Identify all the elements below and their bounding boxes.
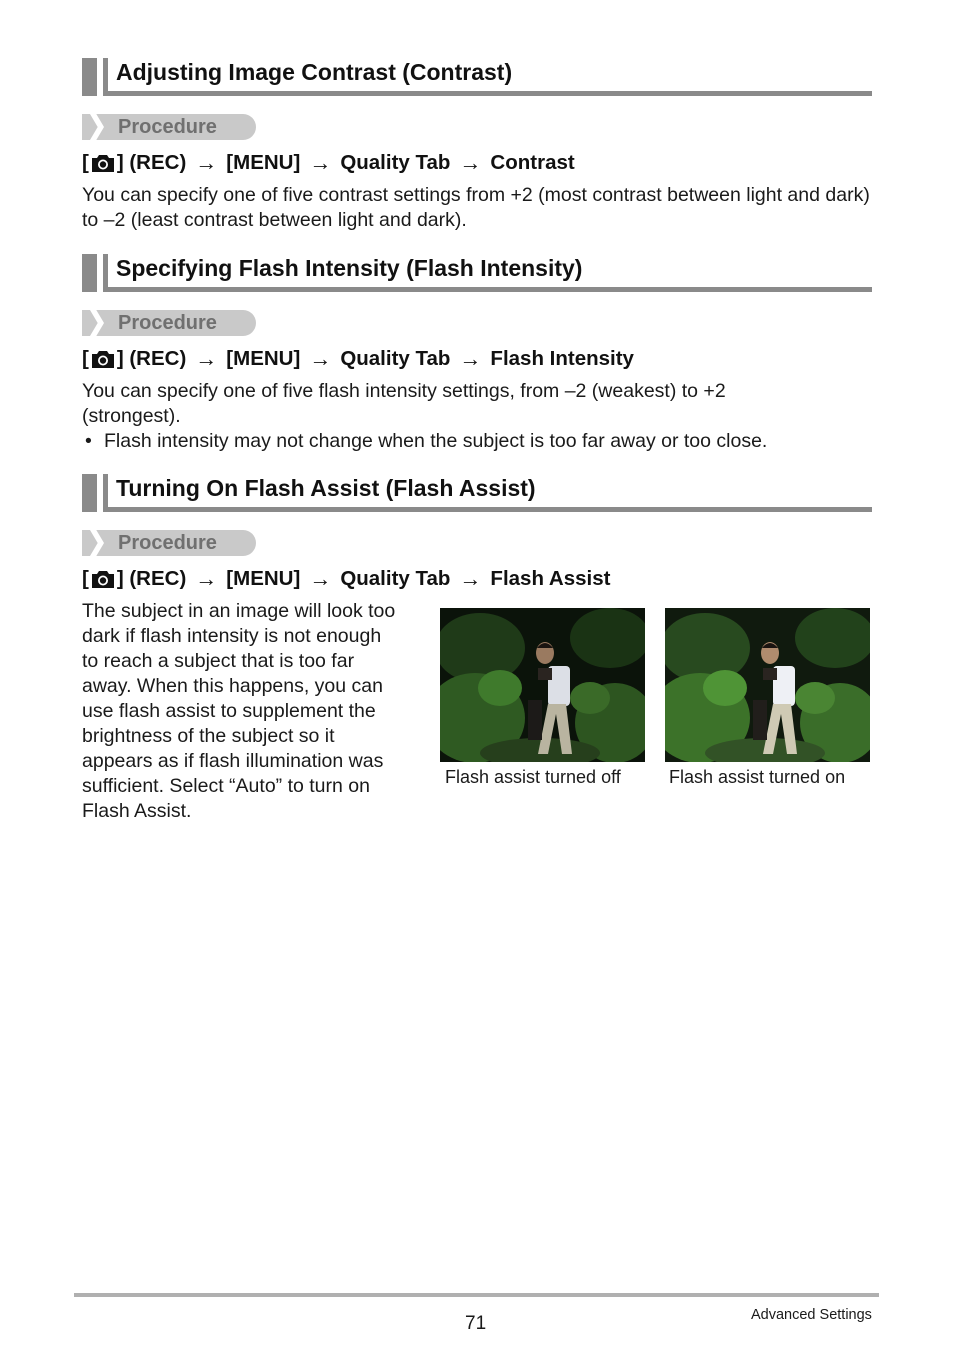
procedure-label [82, 114, 256, 140]
procedure-label [82, 530, 256, 556]
right-arrow-icon: → [459, 346, 482, 371]
right-arrow-icon: → [309, 346, 332, 371]
path-bracket: [ [82, 151, 89, 174]
menu-path [82, 150, 872, 176]
bullet-note [82, 429, 872, 454]
right-arrow-icon: → [195, 346, 218, 371]
right-arrow-icon: → [195, 150, 218, 175]
heading-rule [103, 91, 872, 96]
example-photo [665, 608, 870, 762]
right-arrow-icon: → [309, 150, 332, 175]
heading-bar [82, 58, 97, 96]
section-heading [82, 58, 872, 96]
photo-flash-off [440, 608, 645, 788]
photo-caption: Flash assist turned off [445, 767, 621, 787]
section-heading [82, 254, 872, 292]
section-title: Turning On Flash Assist (Flash Assist) [116, 475, 536, 501]
procedure-text: Procedure [118, 312, 217, 334]
camera-icon [90, 349, 116, 369]
right-arrow-icon: → [195, 566, 218, 591]
footer-section-title: Advanced Settings [751, 1307, 872, 1323]
path-tab: Quality Tab [340, 567, 451, 590]
footer-rule [74, 1293, 879, 1297]
path-tab: Quality Tab [340, 347, 451, 370]
page-number: 71 [465, 1313, 487, 1334]
section-flash-intensity [82, 254, 872, 454]
path-rec: ] (REC) [116, 347, 187, 370]
path-menu: [MENU] [226, 151, 301, 174]
menu-path [82, 346, 872, 372]
bullet-text: Flash intensity may not change when the subject is too far away or too close. [104, 430, 768, 452]
right-arrow-icon: → [309, 566, 332, 591]
path-tab: Quality Tab [340, 151, 451, 174]
path-menu: [MENU] [226, 567, 301, 590]
procedure-text: Procedure [118, 116, 217, 138]
section-title: Adjusting Image Contrast (Contrast) [116, 59, 513, 85]
heading-bar [82, 474, 97, 512]
section-heading [82, 474, 872, 512]
heading-bar [82, 254, 97, 292]
chevron-right-icon [90, 114, 104, 140]
path-bracket: [ [82, 567, 89, 590]
section-body: You can specify one of five flash intensity settings, from –2 (weakest) to +2 (strongest). [82, 380, 726, 427]
heading-rule [103, 507, 872, 512]
section-body: You can specify one of five contrast settings from +2 (most contrast between light and dark) to –2 (least contrast between light and dark). [82, 184, 870, 231]
camera-icon [90, 153, 116, 173]
path-rec: ] (REC) [116, 151, 187, 174]
path-item: Flash Assist [490, 567, 611, 590]
camera-icon [90, 569, 116, 589]
right-arrow-icon: → [459, 566, 482, 591]
section-contrast [82, 58, 872, 233]
path-item: Flash Intensity [490, 347, 634, 370]
menu-path [82, 566, 872, 592]
chevron-right-icon [90, 530, 104, 556]
path-rec: ] (REC) [116, 567, 187, 590]
procedure-text: Procedure [118, 532, 217, 554]
photo-flash-on [665, 608, 870, 788]
bullet-mark: • [85, 430, 92, 452]
path-menu: [MENU] [226, 347, 301, 370]
photo-caption: Flash assist turned on [669, 767, 846, 787]
heading-rule [103, 287, 872, 292]
right-arrow-icon: → [459, 150, 482, 175]
path-item: Contrast [490, 151, 575, 174]
path-bracket: [ [82, 347, 89, 370]
section-body: The subject in an image will look too dark if flash intensity is not enough to reach a subject that is too far away. When this happens, you can use flash assist to supplement the brightness of the subject so it appears as if flash illumination was sufficient. Select “Auto” to turn on Flash Assist. [82, 600, 396, 822]
chevron-right-icon [90, 310, 104, 336]
example-photo [440, 608, 645, 762]
section-title: Specifying Flash Intensity (Flash Intensity) [116, 255, 583, 281]
procedure-label [82, 310, 256, 336]
